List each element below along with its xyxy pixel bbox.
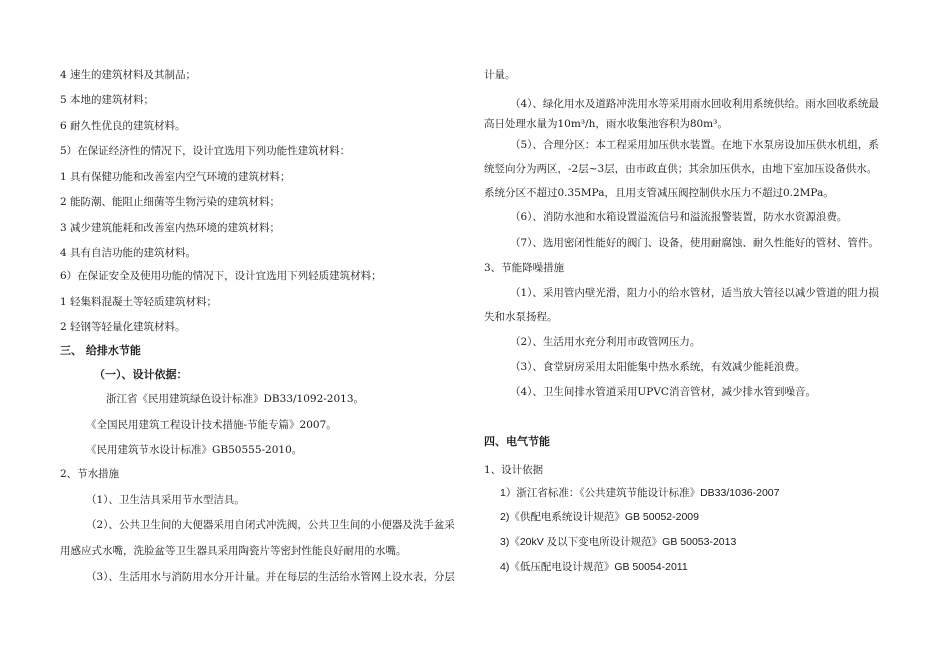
paragraph-line: 失和水泵扬程。 [484,311,558,323]
list-heading: 5）在保证经济性的情况下，设计宜选用下列功能性建筑材料： [60,145,351,157]
paragraph-line: （3）、生活用水与消防用水分开计量。并在每层的生活给水管网上设水表，分层 [86,571,455,583]
list-item: 4 具有自洁功能的建筑材料。 [60,247,197,259]
subsection-heading: （一）、设计依据： [94,368,188,381]
reference-item: 2)《供配电系统设计规范》GB 50052-2009 [500,511,699,523]
subsection-heading: 3、节能降噪措施 [484,262,565,274]
paragraph-line: （4）、卫生间排水管道采用UPVC消音管材，减少排水管到噪音。 [510,386,816,398]
paragraph-line: （2）、生活用水充分利用市政管网压力。 [510,336,701,348]
paragraph-line: （6）、消防水池和水箱设置溢流信号和溢流报警装置，防水水资源浪费。 [510,211,848,223]
list-item: 1 轻集料混凝土等轻质建筑材料； [60,296,218,308]
paragraph-line: 用感应式水嘴，洗脸盆等卫生器具采用陶瓷片等密封性能良好耐用的水嘴。 [60,545,407,557]
paragraph-line: 计量。 [484,69,516,81]
reference-item: 《全国民用建筑工程设计技术措施-节能专篇》2007。 [86,419,337,431]
list-item: 2 能防潮、能阻止细菌等生物污染的建筑材料； [60,196,281,208]
paragraph-line: （3）、食堂厨房采用太阳能集中热水系统，有效减少能耗浪费。 [510,361,806,373]
section-heading: 四、电气节能 [484,435,550,448]
paragraph-line: （4）、绿化用水及道路冲洗用水等采用雨水回收利用系统供给。雨水回收系统最 [510,98,879,110]
list-item: 5 本地的建筑材料； [60,94,155,106]
paragraph-line: （5）、合理分区：本工程采用加压供水装置。在地下水泵房设加压供水机组，系 [510,139,879,151]
reference-item: 《民用建筑节水设计标准》GB50555-2010。 [86,444,303,456]
list-item: 3 减少建筑能耗和改善室内热环境的建筑材料； [60,222,281,234]
list-item: 6 耐久性优良的建筑材料。 [60,120,186,132]
list-item: 1 具有保健功能和改善室内空气环境的建筑材料； [60,171,291,183]
paragraph-line: （1）、采用管内壁光滑，阻力小的给水管材，适当放大管径以减少管道的阻力损 [510,287,879,299]
paragraph-line: 统竖向分为两区，-2层~3层，由市政直供；其余加压供水，由地下室加压设备供水。 [484,163,878,175]
paragraph-line: 系统分区不超过0.35MPa，且用支管减压阀控制供水压力不超过0.2MPa。 [484,187,834,199]
section-heading: 三、 给排水节能 [60,344,141,357]
paragraph-line: （7）、选用密闭性能好的阀门、设备，使用耐腐蚀、耐久性能好的管材、管件。 [510,237,879,249]
paragraph-line: （2）、公共卫生间的大便器采用自闭式冲洗阀，公共卫生间的小便器及洗手盆采 [86,519,455,531]
list-item: 2 轻钢等轻量化建筑材料。 [60,321,186,333]
subsection-heading: 1、设计依据 [484,464,544,476]
paragraph-line: 高日处理水量为10m³/h，雨水收集池容积为80m³。 [484,118,728,130]
reference-item: 1）浙江省标准：《公共建筑节能设计标准》DB33/1036-2007 [500,487,780,499]
reference-item: 3)《20kV 及以下变电所设计规范》GB 50053-2013 [500,536,737,548]
list-item: 4 速生的建筑材料及其制品； [60,69,197,81]
list-heading: 6）在保证安全及使用功能的情况下，设计宜选用下列轻质建筑材料； [60,270,382,282]
reference-item: 浙江省《民用建筑绿色设计标准》DB33/1092-2013。 [106,393,365,405]
paragraph-line: （1）、卫生洁具采用节水型洁具。 [86,494,245,506]
reference-item: 4)《低压配电设计规范》GB 50054-2011 [500,561,688,573]
subsection-heading: 2、节水措施 [60,468,120,480]
